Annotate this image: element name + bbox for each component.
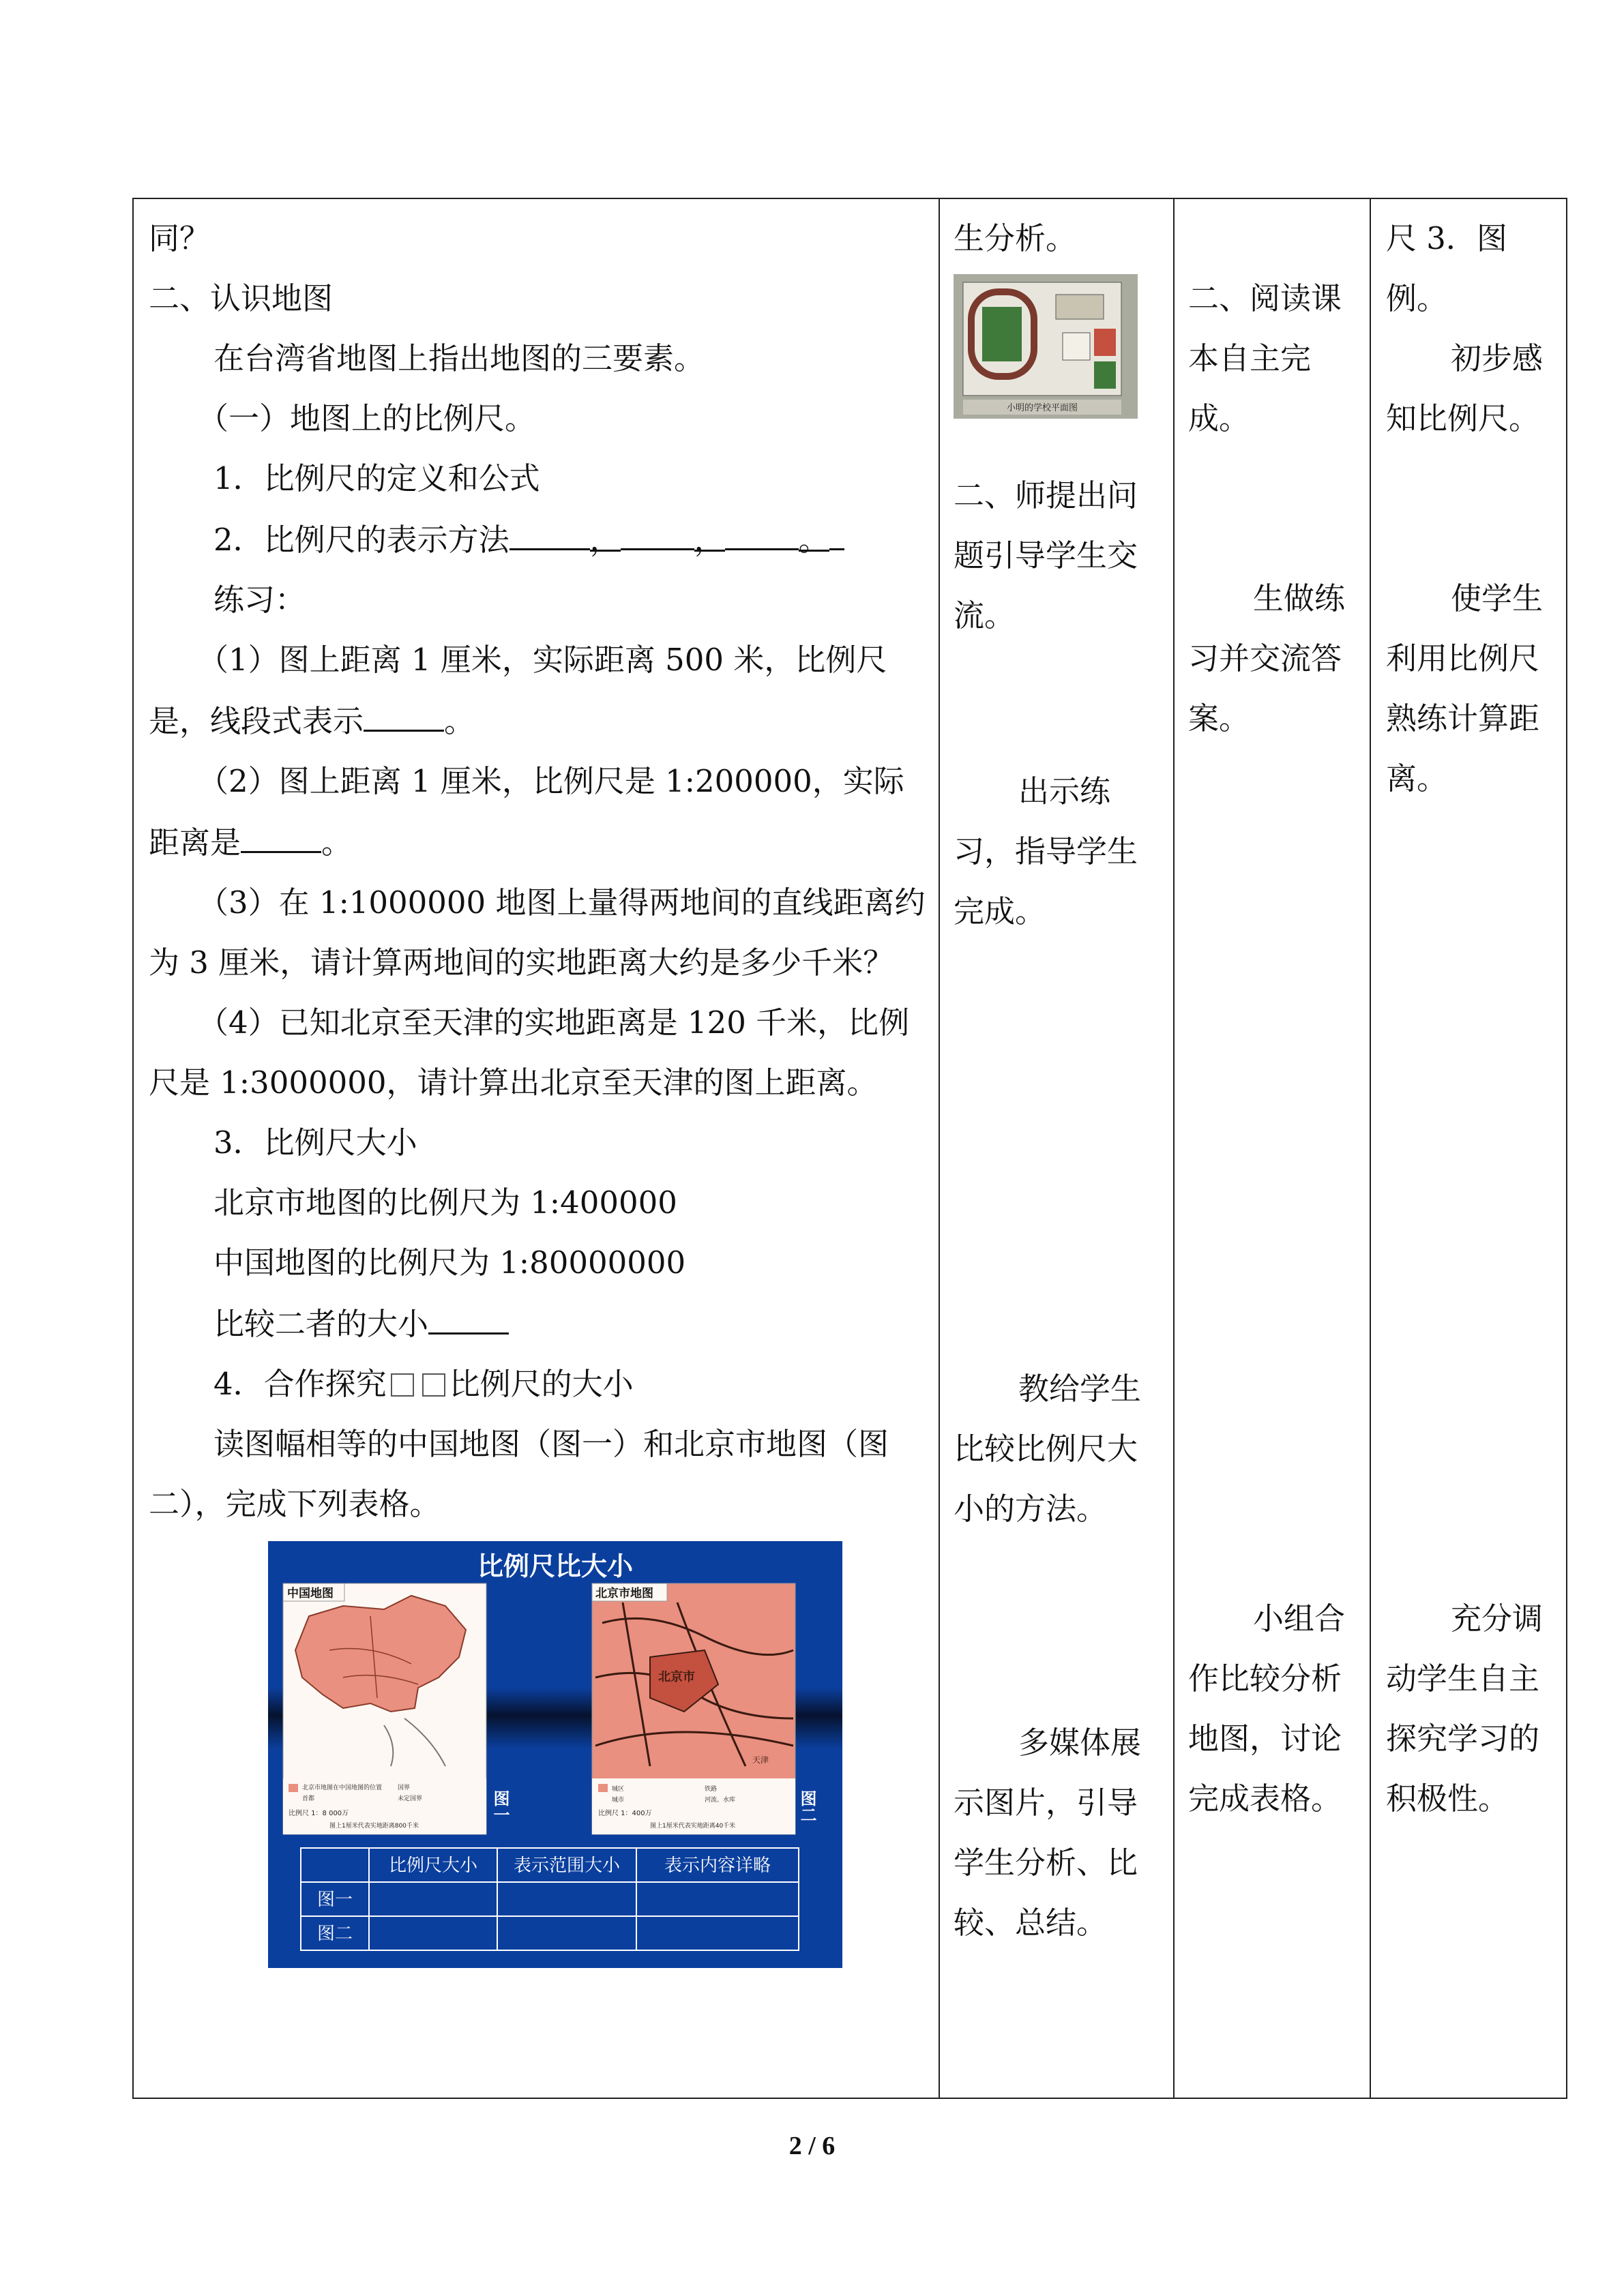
fig2-label: 图二: [797, 1790, 816, 1823]
school-plan-image: [954, 274, 1166, 438]
text-line: 1．比例尺的定义和公式: [213, 460, 540, 496]
text-line: 二、师提出问题引导学生交流。: [954, 477, 1138, 633]
beijing-map: [592, 1583, 795, 1834]
section-heading: 二、认识地图: [149, 280, 334, 316]
text-line: 使学生利用比例尺熟练计算距离。: [1386, 580, 1544, 796]
exercise-1: （1）图上距离 1 厘米，实际距离 500 米，比例尺是，线段式表示 。: [149, 642, 887, 739]
exercise-3: （3）在 1:1000000 地图上量得两地间的直线距离约为 3 厘米，请计算两地间的实地距离大约是多少千米？: [149, 884, 926, 981]
text-line: 北京市地图的比例尺为 1:400000: [213, 1184, 677, 1221]
text-line: 2．比例尺的表示方法 ， ， 。: [149, 509, 932, 570]
text-line: 充分调动学生自主探究学习的积极性。: [1386, 1600, 1544, 1817]
svg-text:中国地图: 中国地图: [287, 1587, 334, 1600]
fig1-label: 图一: [490, 1790, 510, 1823]
text-line: 小组合作比较分析地图，讨论完成表格。: [1188, 1600, 1346, 1817]
svg-text:比例尺大小: 比例尺大小: [388, 1855, 478, 1876]
missing-glyph-icon: [391, 1373, 414, 1397]
svg-text:比例尺 1：8 000万: 比例尺 1：8 000万: [289, 1810, 349, 1817]
text-line: 教给学生比较比例尺大小的方法。: [954, 1371, 1142, 1527]
design-intent-column: [1370, 198, 1567, 2098]
text-line: 比较二者的大小: [149, 1293, 932, 1354]
image-caption: 小明的学校平面图: [1006, 403, 1078, 413]
teacher-activity-column: [939, 198, 1174, 2098]
text-line: 尺 3．图例。: [1386, 220, 1507, 316]
content-column: [133, 198, 939, 2098]
scale-comparison-slide: [268, 1541, 932, 1988]
svg-text:河流、水库: 河流、水库: [705, 1797, 736, 1804]
subsection-heading: （一）地图上的比例尺。: [198, 400, 536, 436]
svg-text:城区: 城区: [612, 1786, 625, 1793]
svg-text:北京市: 北京市: [658, 1670, 695, 1684]
slide-title: 比例尺比大小: [477, 1551, 634, 1581]
text-line: 二、阅读课本自主完成。: [1188, 280, 1342, 436]
svg-text:国界: 国界: [398, 1785, 411, 1791]
text-line: 同？: [149, 220, 211, 256]
svg-text:天津: 天津: [752, 1755, 769, 1765]
exercise-4: （4）已知北京至天津的实地距离是 120 千米，比例尺是 1:3000000，请计算出北京至天津的图上距离。: [149, 1004, 910, 1101]
svg-text:图二: 图二: [316, 1924, 353, 1944]
text-line: 4．合作探究 比例尺的大小: [213, 1366, 634, 1402]
svg-text:表示内容详略: 表示内容详略: [664, 1855, 771, 1876]
text-line: 初步感知比例尺。: [1386, 340, 1544, 436]
missing-glyph-icon: [422, 1373, 445, 1397]
svg-text:未定国界: 未定国界: [398, 1795, 423, 1802]
svg-text:表示范围大小: 表示范围大小: [513, 1855, 621, 1876]
svg-text:首都: 首都: [302, 1795, 315, 1802]
svg-text:图上1厘米代表实地距离40千米: 图上1厘米代表实地距离40千米: [650, 1823, 736, 1830]
svg-text:铁路: 铁路: [705, 1786, 718, 1793]
text-line: 练习：: [213, 582, 306, 618]
student-activity-column: [1174, 198, 1370, 2098]
text-line: 中国地图的比例尺为 1:80000000: [213, 1244, 686, 1281]
exercise-2: （2）图上距离 1 厘米，比例尺是 1:200000，实际距离是 。: [149, 763, 904, 861]
svg-text:北京市地图在中国地图的位置: 北京市地图在中国地图的位置: [302, 1785, 383, 1791]
china-map: [283, 1583, 486, 1834]
text-line: 多媒体展示图片，引导学生分析、比较、总结。: [954, 1725, 1142, 1941]
text-line: 3．比例尺大小: [213, 1124, 417, 1161]
page-number: 2 / 6: [788, 2132, 836, 2160]
svg-text:北京市地图: 北京市地图: [595, 1587, 653, 1600]
svg-text:城市: 城市: [612, 1797, 625, 1804]
text-line: 生做练习并交流答案。: [1188, 580, 1346, 736]
svg-text:图一: 图一: [316, 1890, 353, 1910]
text-line: 在台湾省地图上指出地图的三要素。: [213, 340, 705, 376]
lesson-table: [132, 198, 1567, 2099]
text-line: 生分析。: [954, 220, 1077, 256]
svg-text:比例尺 1：400万: 比例尺 1：400万: [598, 1810, 652, 1817]
text-line: 出示练习，指导学生完成。: [954, 773, 1138, 929]
text-line: 读图幅相等的中国地图（图一）和北京市地图（图二），完成下列表格。: [149, 1426, 889, 1522]
svg-text:图上1厘米代表实地距离800千米: 图上1厘米代表实地距离800千米: [329, 1823, 419, 1830]
